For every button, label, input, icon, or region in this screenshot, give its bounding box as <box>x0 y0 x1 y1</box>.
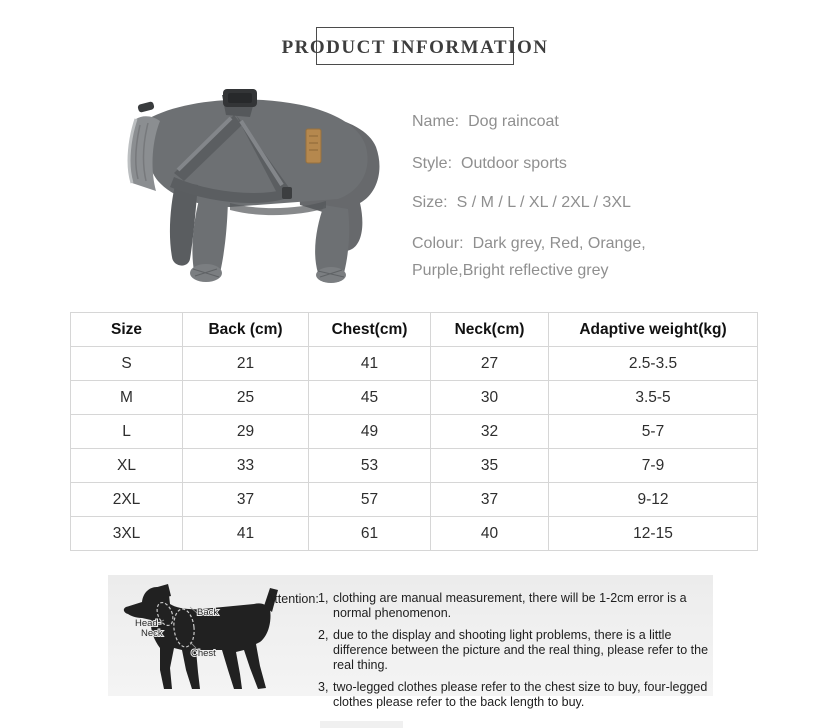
attention-label: Attention: <box>266 592 319 606</box>
table-row <box>71 483 758 517</box>
table-cell: 45 <box>309 381 431 415</box>
table-cell: 25 <box>183 381 309 415</box>
next-section-partial <box>320 721 403 728</box>
detail-style <box>412 155 567 173</box>
table-cell: 61 <box>309 517 431 551</box>
detail-value: Outdoor sports <box>461 155 567 172</box>
detail-value: S / M / L / XL / 2XL / 3XL <box>456 194 631 211</box>
table-cell: 35 <box>431 449 549 483</box>
note-text: clothing are manual measurement, there will be 1-2cm error is a normal phenomenon. <box>333 591 687 620</box>
table-column-header: Chest(cm) <box>309 313 431 347</box>
table-cell: 12-15 <box>549 517 758 551</box>
table-cell: 53 <box>309 449 431 483</box>
note-number: 3, <box>318 680 329 694</box>
table-row <box>71 517 758 551</box>
attention-note <box>318 680 710 710</box>
detail-label: Colour: <box>412 235 464 252</box>
page-title: PRODUCT INFORMATION <box>281 36 549 58</box>
table-cell: 30 <box>431 381 549 415</box>
note-number: 1, <box>318 591 329 605</box>
diagram-label-neck: Neck <box>141 628 163 639</box>
table-cell: 57 <box>309 483 431 517</box>
table-cell: M <box>71 381 183 415</box>
table-row <box>71 347 758 381</box>
diagram-label-back: Back <box>197 607 219 618</box>
attention-note <box>318 591 710 621</box>
table-cell: XL <box>71 449 183 483</box>
detail-name <box>412 113 559 131</box>
detail-colour <box>412 235 646 253</box>
table-cell: 9-12 <box>549 483 758 517</box>
table-cell: S <box>71 347 183 381</box>
table-column-header: Back (cm) <box>183 313 309 347</box>
table-row <box>71 449 758 483</box>
table-cell: 5-7 <box>549 415 758 449</box>
detail-size <box>412 194 631 212</box>
detail-label: Style: <box>412 155 453 172</box>
table-cell: 27 <box>431 347 549 381</box>
dog-raincoat-image <box>110 85 400 295</box>
table-cell: 33 <box>183 449 309 483</box>
section-title-box <box>281 27 549 65</box>
table-cell: 3.5-5 <box>549 381 758 415</box>
table-column-header: Size <box>71 313 183 347</box>
table-cell: 32 <box>431 415 549 449</box>
detail-colour-line2: Purple,Bright reflective grey <box>412 262 609 279</box>
table-column-header: Neck(cm) <box>431 313 549 347</box>
diagram-label-chest: Chest <box>191 648 216 659</box>
attention-section <box>108 575 713 709</box>
table-cell: 7-9 <box>549 449 758 483</box>
table-cell: 3XL <box>71 517 183 551</box>
attention-notes <box>318 591 710 717</box>
table-column-header: Adaptive weight(kg) <box>549 313 758 347</box>
table-cell: 29 <box>183 415 309 449</box>
table-cell: 2.5-3.5 <box>549 347 758 381</box>
table-cell: 41 <box>309 347 431 381</box>
table-cell: 41 <box>183 517 309 551</box>
table-cell: 49 <box>309 415 431 449</box>
table-cell: 40 <box>431 517 549 551</box>
table-cell: L <box>71 415 183 449</box>
size-table <box>70 312 758 551</box>
detail-label: Size: <box>412 194 448 211</box>
note-number: 2, <box>318 628 329 642</box>
table-cell: 37 <box>183 483 309 517</box>
diagram-label-head: Head- <box>135 618 161 629</box>
detail-label: Name: <box>412 113 460 130</box>
table-row <box>71 415 758 449</box>
note-text: due to the display and shooting light problems, there is a little difference between the picture and the real thing, please refer to the real thing. <box>333 628 709 672</box>
detail-value: Dark grey, Red, Orange, <box>472 235 646 252</box>
note-text: two-legged clothes please refer to the chest size to buy, four-legged clothes please refer to the back length to buy. <box>333 680 708 709</box>
table-cell: 21 <box>183 347 309 381</box>
table-header-row <box>71 313 758 347</box>
table-cell: 37 <box>431 483 549 517</box>
brand-tag <box>306 129 321 163</box>
detail-value: Dog raincoat <box>468 113 559 130</box>
table-row <box>71 381 758 415</box>
attention-note <box>318 628 710 673</box>
table-cell: 2XL <box>71 483 183 517</box>
